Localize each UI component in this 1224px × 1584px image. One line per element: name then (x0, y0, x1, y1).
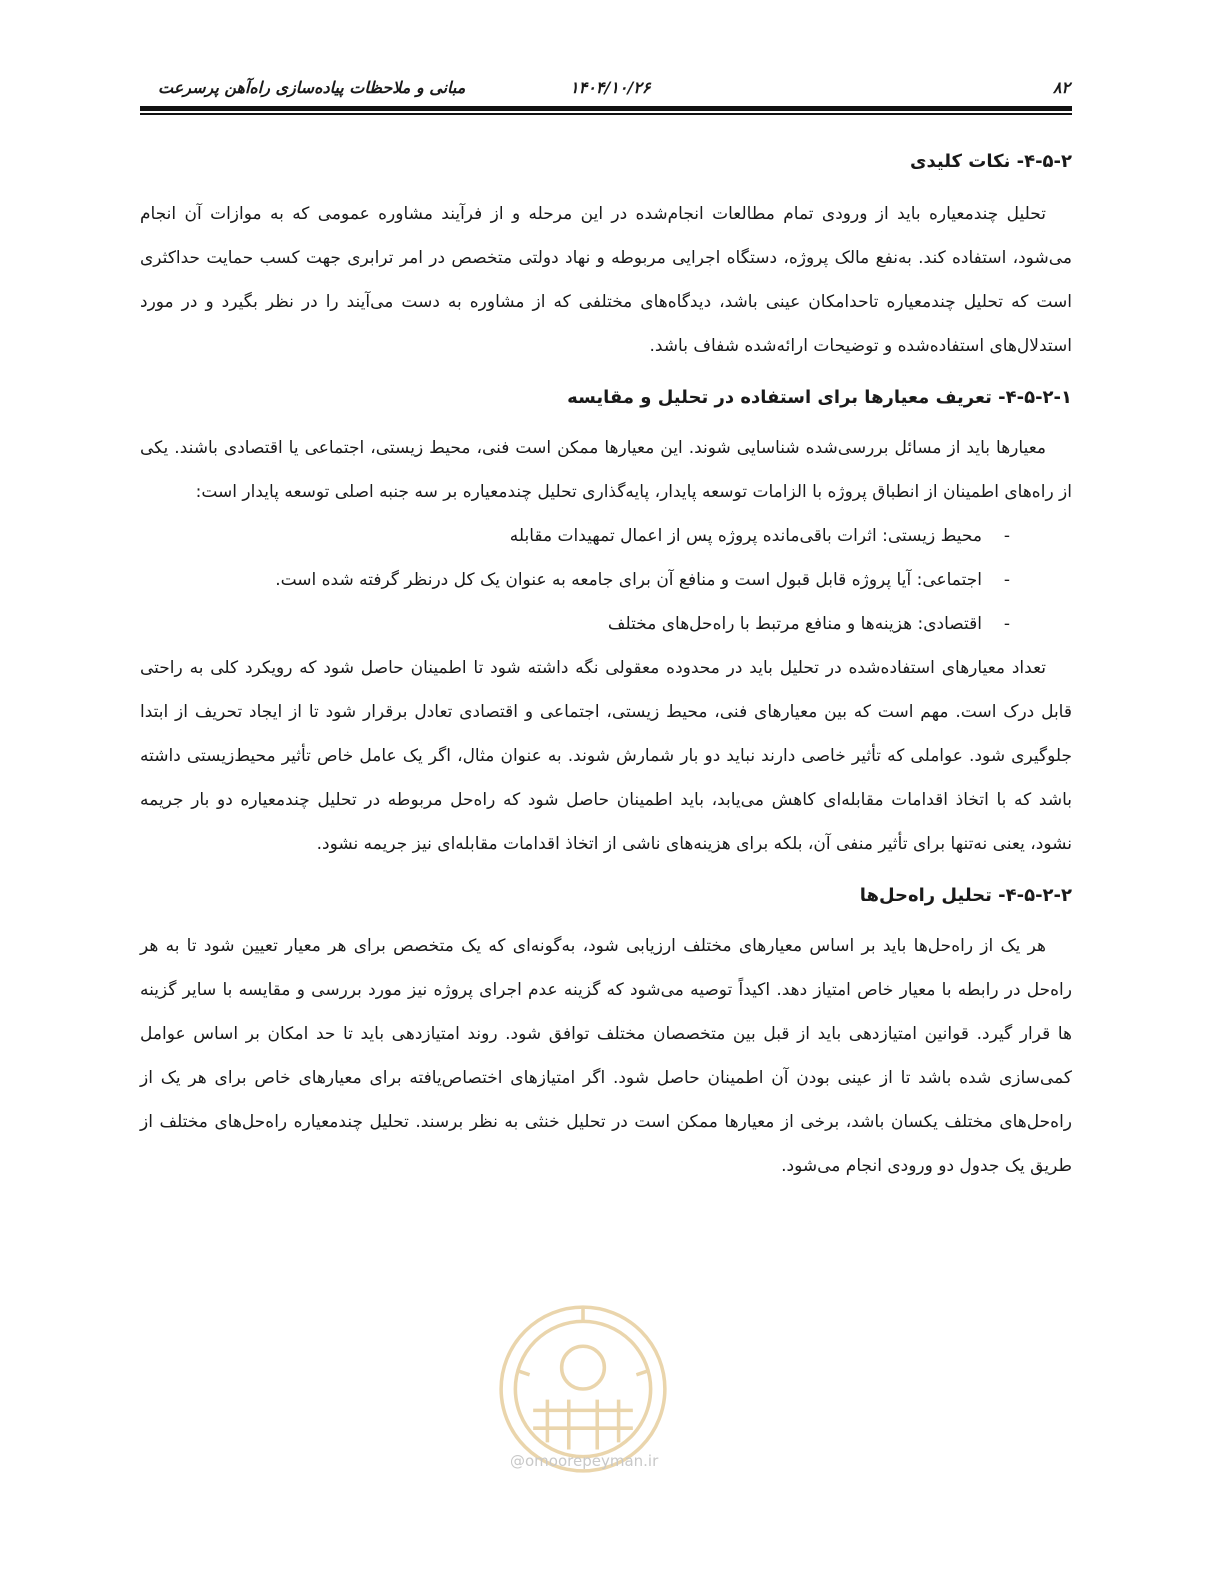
section-heading-criteria: ۴-۵-۲-۱- تعریف معیارها برای استفاده در تحلیل و مقایسه (567, 387, 1072, 408)
watermark-url: @omoorepeyman.ir (510, 1452, 659, 1470)
page-number: ۸۲ (1052, 78, 1070, 97)
page-header (158, 76, 1070, 102)
list-item: - اجتماعی: آیا پروژه قابل قبول است و منافع آن برای جامعه به عنوان یک کل درنظر گرفته شده است. (140, 558, 1010, 602)
section-heading-solutions: ۴-۵-۲-۲- تحلیل راه‌حل‌ها (859, 885, 1072, 906)
criteria-list (140, 514, 1072, 646)
paragraph-key-points: تحلیل چندمعیاره باید از ورودی تمام مطالعات انجام‌شده در این مرحله و از فرآیند مشاوره عمومی که به موازات آن انجام می‌شود، استفاده کند. به‌نفع مالک پروژه، دستگاه اجرایی مربوطه و نهاد دولتی متخصص در امر ترابری جهت کسب حمایت حداکثری است که تحلیل چندمعیاره تاحدامکان عینی باشد، دیدگاه‌های مختلفی که از مشاوره به دست می‌آیند را در نظر بگیرد و در مورد استدلال‌های استفاده‌شده و توضیحات ارائه‌شده شفاف باشد. (140, 204, 1072, 356)
page-content (140, 140, 1072, 1188)
paragraph-criteria-closing: تعداد معیارهای استفاده‌شده در تحلیل باید در محدوده معقولی نگه داشته شود تا اطمینان حاصل شود که رویکرد کلی به راحتی قابل درک است. مهم است که بین معیارهای فنی، محیط زیستی، اجتماعی و اقتصادی تعادل برقرار شود تا از ایجاد تحریف از ابتدا جلوگیری شود. عواملی که تأثیر خاصی دارند نباید دو بار شمارش شوند. به عنوان مثال، اگر یک عامل خاص تأثیر محیط‌زیستی داشته باشد که با اتخاذ اقدامات مقابله‌ای کاهش می‌یابد، باید اطمینان حاصل شود که راه‌حل مربوطه در تحلیل چندمعیاره دو بار جریمه نشود، یعنی نه‌تنها برای تأثیر منفی آن، بلکه برای هزینه‌های ناشی از اتخاذ اقدامات مقابله‌ای نیز جریمه نشود. (140, 658, 1072, 854)
header-rule-thin (140, 113, 1072, 115)
list-item: - اقتصادی: هزینه‌ها و منافع مرتبط با راه‌حل‌های مختلف (140, 602, 1010, 646)
header-rule-thick (140, 106, 1072, 111)
header-title: مبانی و ملاحظات پیاده‌سازی راه‌آهن پرسرعت (158, 78, 466, 97)
paragraph-solutions: هر یک از راه‌حل‌ها باید بر اساس معیارهای مختلف ارزیابی شود، به‌گونه‌ای که یک متخصص برای هر معیار تعیین شود تا به هر راه‌حل در رابطه با معیار خاص امتیاز دهد. اکیداً توصیه می‌شود که گزینه عدم اجرای پروژه نیز مورد بررسی و مقایسه با سایر گزینه ها قرار گیرد. قوانین امتیازدهی باید از قبل بین متخصصان مختلف توافق شود. روند امتیازدهی باید تا حد امکان بر اساس عوامل کمی‌سازی شده باشد تا از عینی بودن آن اطمینان حاصل شود. اگر امتیازهای اختصاص‌یافته برای معیارهای خاص برای هر یک از راه‌حل‌های مختلف یکسان باشد، برخی از معیارها ممکن است در تحلیل خنثی به نظر برسند. تحلیل چندمعیاره راه‌حل‌های مختلف از طریق یک جدول دو ورودی انجام می‌شود. (140, 936, 1072, 1176)
section-heading-key-points: ۴-۵-۲- نکات کلیدی (909, 151, 1072, 172)
header-date: ۱۴۰۴/۱۰/۲۶ (570, 78, 651, 97)
paragraph-criteria-intro: معیارها باید از مسائل بررسی‌شده شناسایی شوند. این معیارها ممکن است فنی، محیط زیستی، اجتماعی یا اقتصادی باشند. یکی از راه‌های اطمینان از انطباق پروژه با الزامات توسعه پایدار، پایه‌گذاری تحلیل چندمعیاره بر سه جنبه اصلی توسعه پایدار است: (140, 438, 1072, 502)
list-item: - محیط زیستی: اثرات باقی‌مانده پروژه پس از اعمال تمهیدات مقابله (140, 514, 1010, 558)
